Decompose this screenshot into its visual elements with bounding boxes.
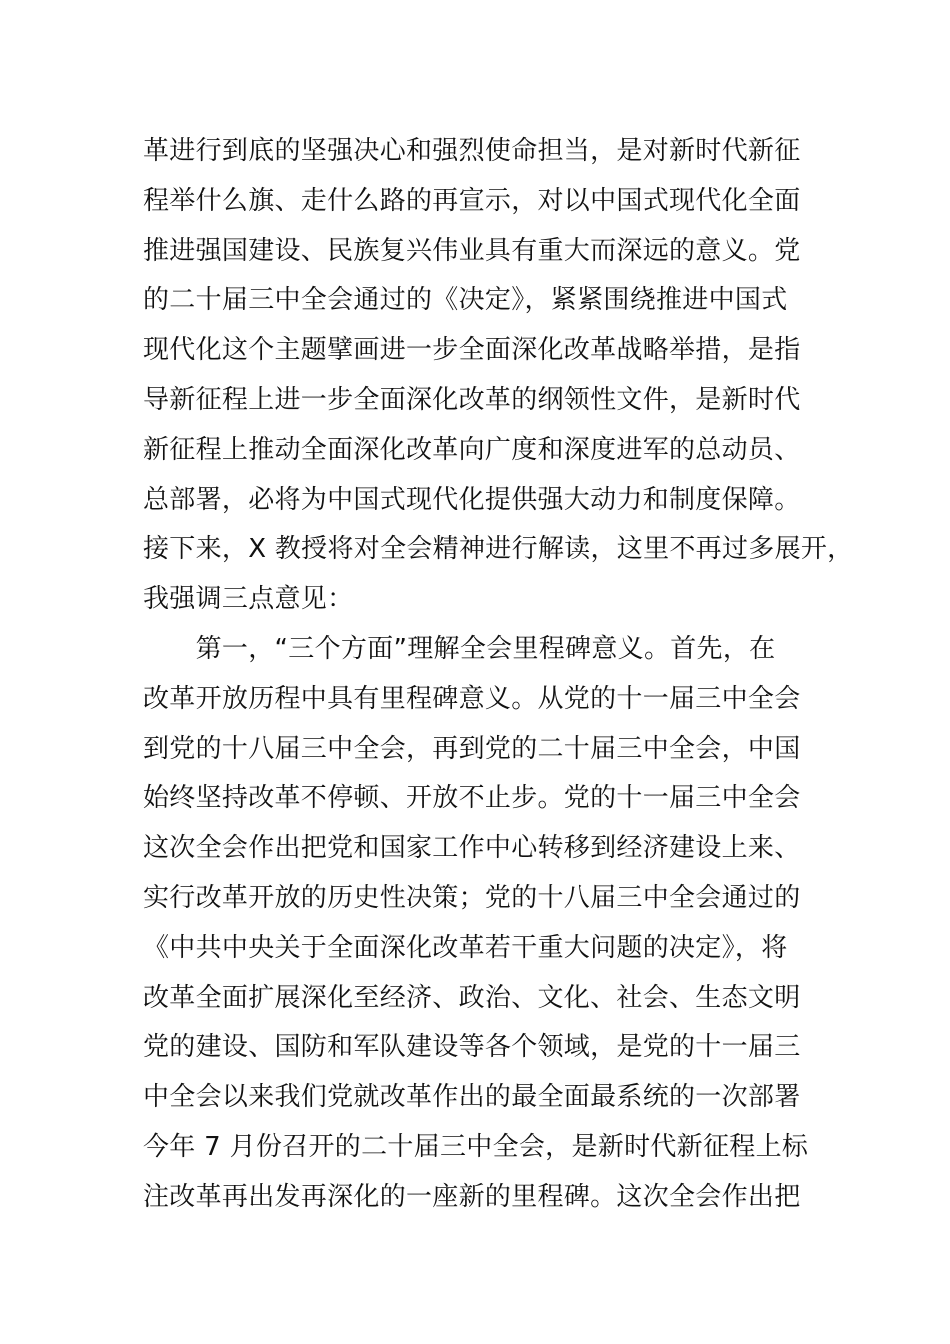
text-line: 推进强国建设、民族复兴伟业具有重大而深远的意义。党 [143, 235, 801, 266]
text-line: 接下来，X 教授将对全会精神进行解读，这里不再过多展开， [143, 534, 854, 565]
text-line: 这次全会作出把党和国家工作中心转移到经济建设上来、 [143, 833, 801, 864]
text-line: 改革开放历程中具有里程碑意义。从党的十一届三中全会 [143, 683, 801, 714]
text-line: 导新征程上进一步全面深化改革的纲领性文件，是新时代 [143, 384, 801, 415]
text-line: 始终坚持改革不停顿、开放不止步。党的十一届三中全会 [143, 783, 801, 814]
text-line: 改革全面扩展深化至经济、政治、文化、社会、生态文明 [143, 982, 801, 1013]
text-line: 程举什么旗、走什么路的再宣示，对以中国式现代化全面 [143, 185, 801, 216]
paragraph-start-line: 第一，“三个方面”理解全会里程碑意义。首先，在 [143, 633, 776, 664]
text-line: 革进行到底的坚强决心和强烈使命担当，是对新时代新征 [143, 136, 801, 166]
text-line: 新征程上推动全面深化改革向广度和深度进军的总动员、 [143, 434, 801, 465]
text-line: 实行改革开放的历史性决策；党的十八届三中全会通过的 [143, 882, 801, 913]
text-line: 注改革再出发再深化的一座新的里程碑。这次全会作出把 [143, 1181, 801, 1212]
text-line: 的二十届三中全会通过的《决定》，紧紧围绕推进中国式 [143, 285, 788, 316]
text-line: 中全会以来我们党就改革作出的最全面最系统的一次部署 [143, 1082, 801, 1113]
text-line: 我强调三点意见： [143, 584, 354, 615]
text-line: 今年 7 月份召开的二十届三中全会，是新时代新征程上标 [143, 1131, 809, 1162]
text-line: 到党的十八届三中全会，再到党的二十届三中全会，中国 [143, 733, 801, 764]
text-line: 现代化这个主题擘画进一步全面深化改革战略举措，是指 [143, 335, 801, 366]
body-text [143, 127, 854, 1223]
text-line: 《中共中央关于全面深化改革若干重大问题的决定》，将 [143, 932, 788, 963]
text-line: 党的建设、国防和军队建设等各个领域，是党的十一届三 [143, 1032, 801, 1063]
text-line: 总部署，必将为中国式现代化提供强大动力和制度保障。 [143, 484, 801, 515]
